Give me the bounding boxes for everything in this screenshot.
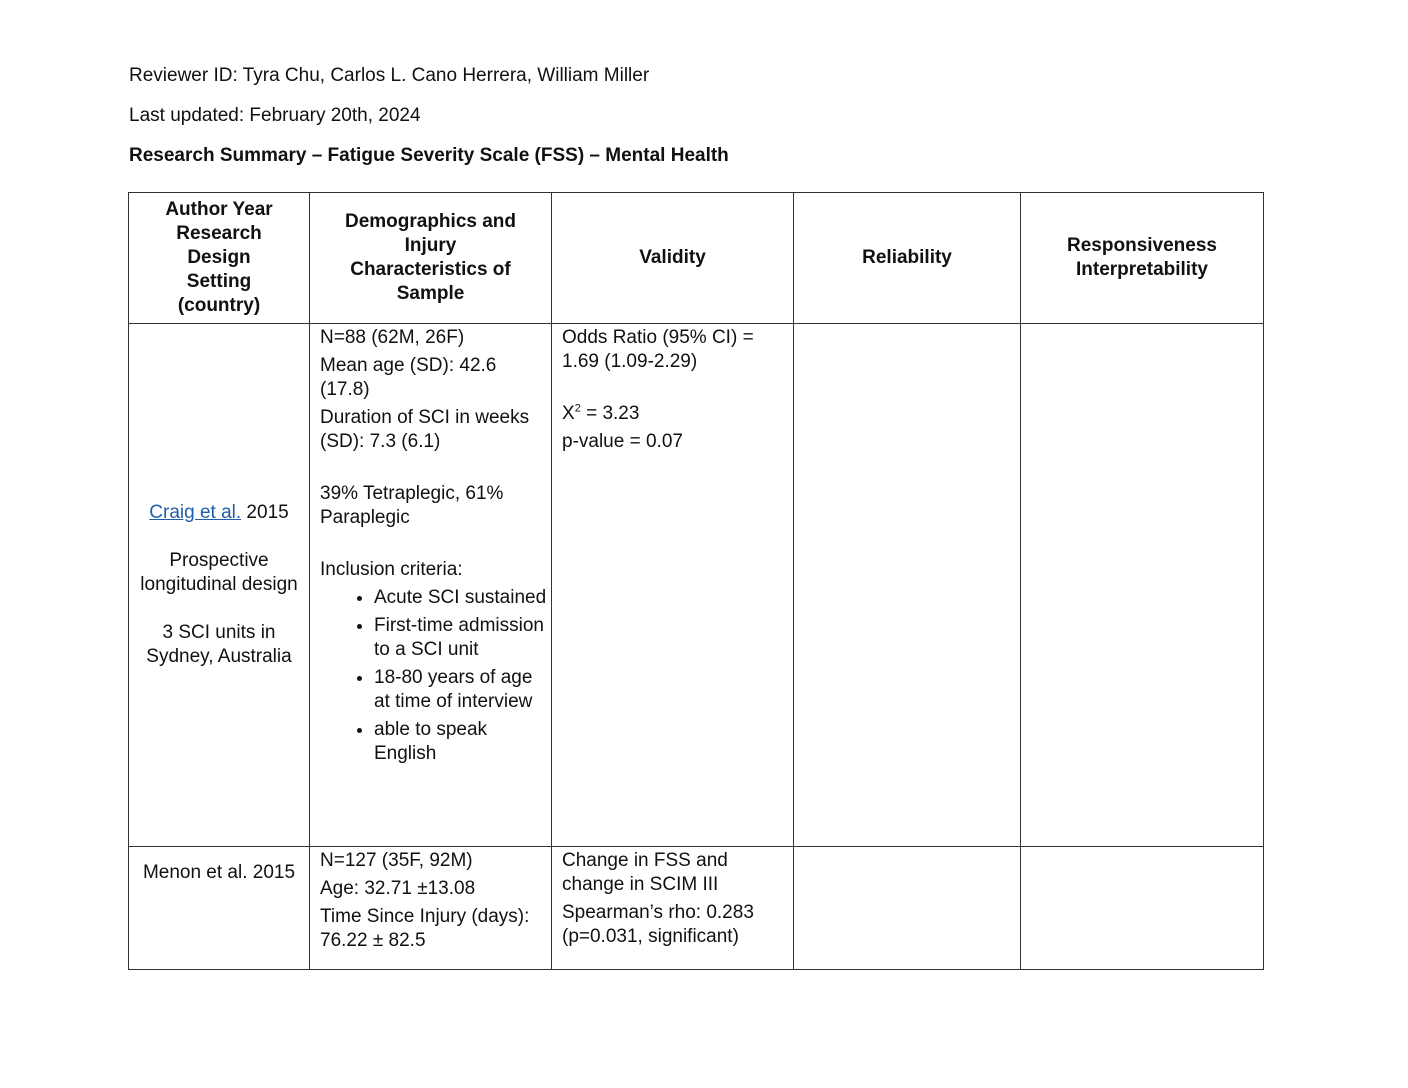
mean-age: Age: 32.71 ±13.08 bbox=[320, 878, 476, 899]
table-header-row bbox=[129, 193, 1264, 324]
reliability-cell bbox=[794, 324, 1021, 847]
list-item: • able to speak English bbox=[374, 718, 551, 766]
header-author: Author Year Research Design Setting (country) bbox=[129, 193, 310, 324]
p-value: p-value = 0.07 bbox=[562, 431, 683, 452]
header-reliability: Reliability bbox=[794, 193, 1021, 324]
demographics-cell bbox=[310, 847, 552, 970]
document-title: Research Summary – Fatigue Severity Scale (FSS) – Mental Health bbox=[129, 145, 729, 166]
header-demographics: Demographics and Injury Characteristics of Sample bbox=[310, 193, 552, 324]
sample-size: N=127 (35F, 92M) bbox=[320, 850, 473, 871]
chi-square: $X^2 = 3.23$ bbox=[562, 402, 640, 424]
header-validity: Validity bbox=[552, 193, 794, 324]
validity-cell bbox=[552, 324, 794, 847]
responsiveness-cell bbox=[1021, 324, 1264, 847]
inclusion-criteria-list bbox=[310, 586, 551, 766]
study-setting: 3 SCI units in Sydney, Australia bbox=[146, 622, 292, 667]
author-year: Menon et al. 2015 bbox=[142, 862, 296, 883]
list-item: • Acute SCI sustained bbox=[374, 586, 551, 610]
time-since-injury: Time Since Injury (days): 76.22 ± 82.5 bbox=[320, 906, 530, 951]
list-item: • 18-80 years of age at time of interview bbox=[374, 666, 551, 714]
inclusion-label: Inclusion criteria: bbox=[320, 559, 463, 580]
sci-duration: Duration of SCI in weeks (SD): 7.3 (6.1) bbox=[320, 407, 530, 452]
list-item: • First-time admission to a SCI unit bbox=[374, 614, 551, 662]
author-link[interactable]: Craig et al. bbox=[149, 502, 242, 523]
author-cell bbox=[129, 324, 310, 847]
reviewer-line: Reviewer ID: Tyra Chu, Carlos L. Cano Herrera, William Miller bbox=[129, 65, 650, 86]
injury-level: 39% Tetraplegic, 61% Paraplegic bbox=[320, 483, 504, 528]
study-design: Prospective longitudinal design bbox=[140, 550, 298, 595]
reliability-cell bbox=[794, 847, 1021, 970]
odds-ratio: Odds Ratio (95% CI) = 1.69 (1.09-2.29) bbox=[562, 327, 754, 372]
author-cell bbox=[129, 847, 310, 970]
last-updated-line: Last updated: February 20th, 2024 bbox=[129, 105, 421, 126]
sample-size: N=88 (62M, 26F) bbox=[320, 327, 465, 348]
demographics-cell bbox=[310, 324, 552, 847]
spearman-rho: Spearman’s rho: 0.283 (p=0.031, significant) bbox=[562, 902, 754, 947]
table-row bbox=[129, 847, 1264, 970]
header-responsiveness: Responsiveness Interpretability bbox=[1021, 193, 1264, 324]
mean-age: Mean age (SD): 42.6 (17.8) bbox=[320, 355, 497, 400]
validity-change: Change in FSS and change in SCIM III bbox=[562, 850, 728, 895]
responsiveness-cell bbox=[1021, 847, 1264, 970]
author-year: 2015 bbox=[241, 502, 289, 523]
validity-cell bbox=[552, 847, 794, 970]
table-row bbox=[129, 324, 1264, 847]
research-summary-table bbox=[128, 192, 1264, 970]
